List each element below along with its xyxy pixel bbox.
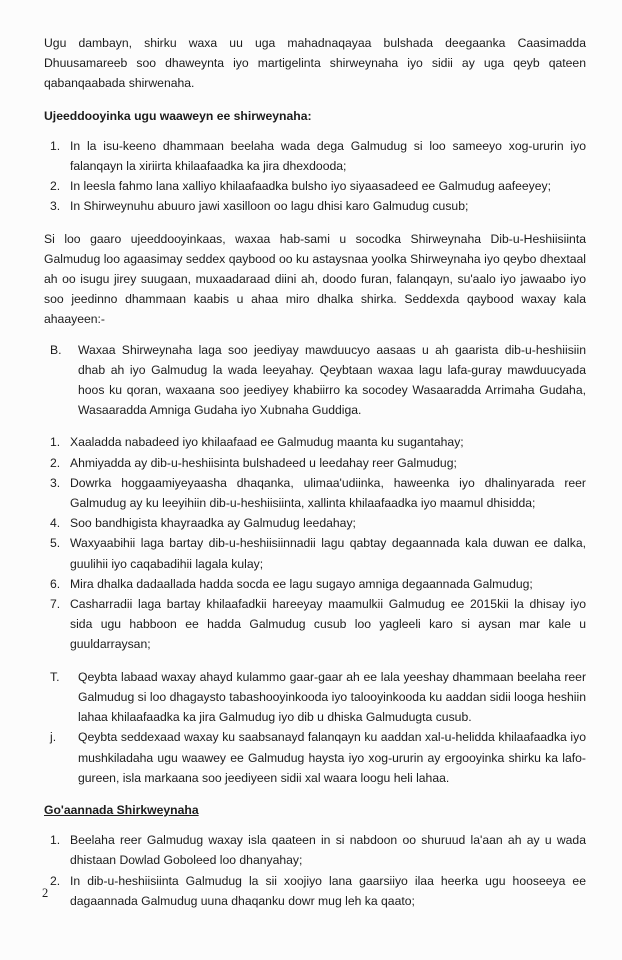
document-body	[44, 33, 586, 911]
list-item: 3. In Shirweynuhu abuuro jawi xasilloon oo lagu dhisi karo Galmudug cusub;	[50, 199, 469, 214]
list-item: 2. In leesla fahmo lana xalliyo khilaafaadka bulsho iyo siyaasadeed ee Galmudug aafeeyey;	[50, 179, 552, 194]
list-item: 1. Beelaha reer Galmudug waxay isla qaateen in si nabdoon oo shuruud la'aan ah ay u wada dhistaan Dowlad Goboleed loo dhanyahay;	[50, 833, 586, 868]
intro-paragraph: Ugu dambayn, shirku waxa uu uga mahadnaqayaa bulshada deegaanka Caasimadda Dhuusamareeb soo dhaweynta iyo martigelinta shirweynaha iyo sidii ay uga qeyb qateen qabanqaabada shirwenaha.	[44, 36, 586, 91]
list-item: 6. Mira dhalka dadaallada hadda socda ee lagu sugayo amniga degaannada Galmudug;	[50, 576, 533, 591]
list-item: 2. In dib-u-heshiisiinta Galmudug la sii xoojiyo lana gaarsiiyo ilaa heerka ugu hooseeya ee dagaannada Galmudug uuna dhaqanku dowr mug leh ka qaato;	[50, 873, 586, 908]
list-item: 2. Ahmiyadda ay dib-u-heshiisinta bulshadeed u leedahay reer Galmudug;	[50, 455, 457, 470]
section-t-item: T. Qeybta labaad waxay ahayd kulammo gaar-gaar ah ee lala yeeshay dhammaan beelaha reer Galmudug si loo dhagaysto tabashooyinkooda iyo talooyinkooda ku aaddan sidii looga heshiin lahaa khilaafaadka ka jira Galmudug iyo dib u dhiska Galmudugta cusub.	[50, 669, 586, 725]
list-item: 7. Casharradii laga bartay khilaafadkii hareeyay maamulkii Galmudug ee 2015kii la dhisay iyo sida ugu habboon ee hadda Galmudug cusub loo yagleeli karo si aysan mar kale u guuldarraysan;	[50, 597, 586, 652]
topics-list	[44, 432, 586, 654]
section-b-item: B. Waxaa Shirweynaha laga soo jeediyay mawduucyo aasaas u ah gaarista dib-u-heshiisiin dhab ah iyo Galmudug la wada leeyahay. Qeybtaan waxaa lagu lafa-guray mawduucyada hoos ku qoran, waxaana soo jeediyey khabiirro ka socodey Wasaaradda Arrimaha Gudaha, Wasaaradda Amniga Gudaha iyo Xubnaha Guddiga.	[50, 342, 586, 418]
structure-paragraph: Si loo gaaro ujeeddooyinkaas, waxaa hab-sami u socodka Shirweynaha Dib-u-Heshiisiinta Galmudug loo agaasimay seddex qaybood oo ku astaysnaa yoolka Shirweynaha iyo qeybo dhextaal ah oo isugu jirey suugaan, muxaadaraad diini ah, doodo furan, falanqayn, su'aalo iyo jawaabo iyo soo jeedinno dhammaan kaabis u ahaa miro dhalka shirka. Seddexda qaybood waxay kala ahaayeen:-	[44, 231, 586, 327]
list-item: 1. Xaaladda nabadeed iyo khilaafaad ee Galmudug maanta ku sugantahay;	[50, 435, 464, 450]
goals-list	[44, 830, 586, 911]
sections-t-j	[44, 667, 586, 788]
page-number: 2	[42, 886, 49, 900]
objectives-heading: Ujeeddooyinka ugu waaweyn ee shirweynaha:	[44, 108, 312, 123]
list-item: 4. Soo bandhigista khayraadka ay Galmudug leedahay;	[50, 516, 356, 531]
objectives-list	[44, 136, 586, 217]
goals-heading: Go'aannada Shirkweynaha	[44, 802, 199, 817]
section-b	[44, 340, 586, 421]
list-item: 3. Dowrka hoggaamiyeyaasha dhaqanka, ulimaa'udiinka, haweenka iyo dhalinyarada reer Galmudug ay ku leeyihiin dib-u-heshiisiinta, xallinta khilaafaadka iyo maamul dhisidda;	[50, 475, 586, 511]
list-item: 5. Waxyaabihii laga bartay dib-u-heshiisiinnadii lagu qabtay degaannada kala duwan ee dalka, guulihii iyo caqabadihii lagala kulay;	[50, 536, 586, 571]
list-item: 1. In la isu-keeno dhammaan beelaha wada dega Galmudug si loo sameeyo xog-ururin iyo falanqayn la xiriirta khilaafaadka ka jira dhexdooda;	[50, 138, 586, 174]
section-j-item: j. Qeybta seddexaad waxay ku saabsanayd falanqayn ku aaddan xal-u-helidda khilaafaadka iyo mushkiladaha ugu waawey ee Galmudug haysta iyo xog-ururin ay ergooyinka shirku ka lafo-gureen, isla markaana soo jeediyeen sidii xal waara loogu heli lahaa.	[50, 730, 586, 785]
